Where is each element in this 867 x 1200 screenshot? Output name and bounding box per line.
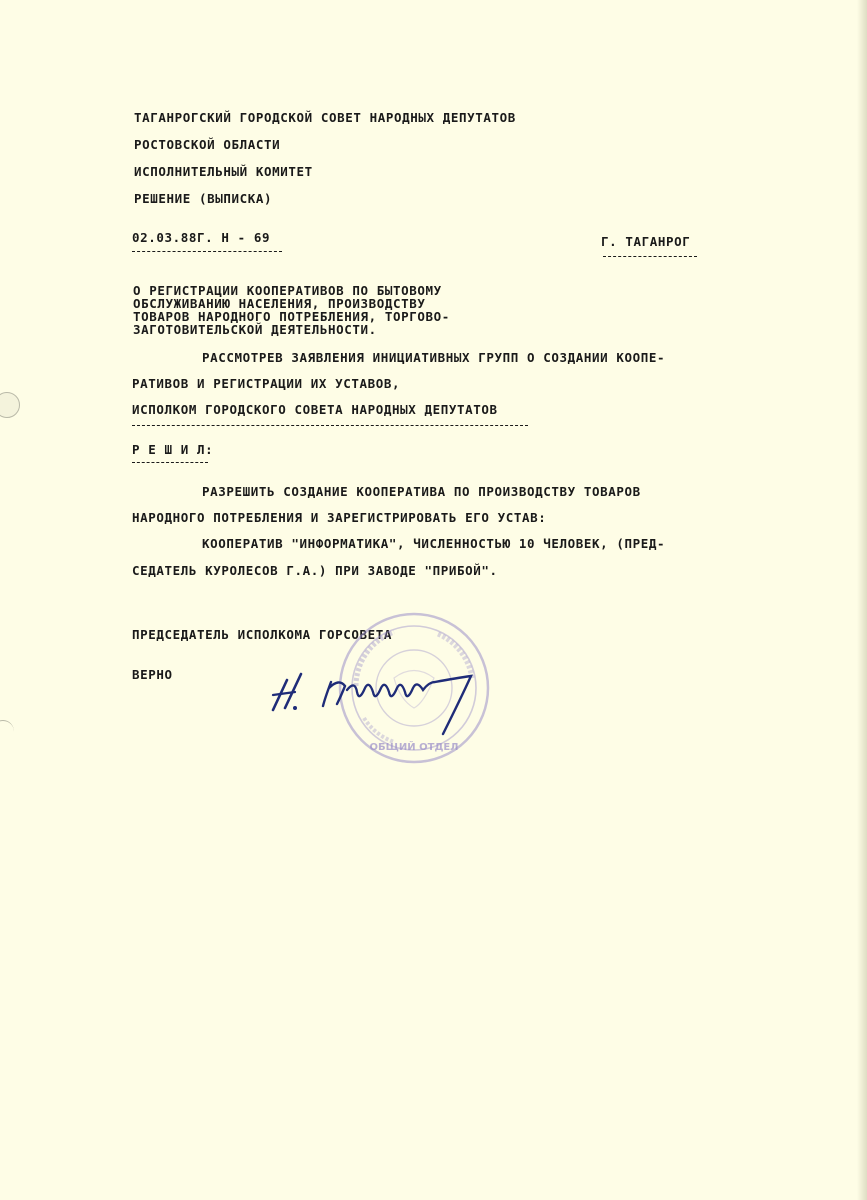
subject-line: ТОВАРОВ НАРОДНОГО ПОТРЕБЛЕНИЯ, ТОРГОВО- [133, 309, 450, 324]
date-number: 02.03.88Г. Н - 69 [132, 230, 271, 245]
preamble-line-2: РАТИВОВ И РЕГИСТРАЦИИ ИХ УСТАВОВ, [132, 376, 401, 391]
date-number-underline [132, 251, 282, 252]
decision-line-2: НАРОДНОГО ПОТРЕБЛЕНИЯ И ЗАРЕГИСТРИРОВАТЬ ЕГО УСТАВ: [132, 510, 547, 525]
paper-edge-shadow [857, 0, 867, 1200]
executive-body-underline [132, 425, 528, 426]
subject-block [133, 284, 450, 336]
chairman-title: ПРЕДСЕДАТЕЛЬ ИСПОЛКОМА ГОРСОВЕТА [132, 627, 393, 642]
decision-line-1: РАЗРЕШИТЬ СОЗДАНИЕ КООПЕРАТИВА ПО ПРОИЗВОДСТВУ ТОВАРОВ [202, 484, 641, 499]
handwritten-signature [265, 662, 485, 737]
verified-label: ВЕРНО [132, 667, 173, 682]
decision-line-4: СЕДАТЕЛЬ КУРОЛЕСОВ Г.А.) ПРИ ЗАВОДЕ "ПРИБОЙ". [132, 563, 498, 578]
decision-line-3: КООПЕРАТИВ "ИНФОРМАТИКА", ЧИСЛЕННОСТЬЮ 10 ЧЕЛОВЕК, (ПРЕД- [202, 536, 666, 551]
committee-name: ИСПОЛНИТЕЛЬНЫЙ КОМИТЕТ [134, 164, 313, 179]
executive-body: ИСПОЛКОМ ГОРОДСКОГО СОВЕТА НАРОДНЫХ ДЕПУТАТОВ [132, 402, 498, 417]
city-underline [603, 256, 697, 257]
subject-line: ОБСЛУЖИВАНИЮ НАСЕЛЕНИЯ, ПРОИЗВОДСТВУ [133, 296, 426, 311]
council-name: ТАГАНРОГСКИЙ ГОРОДСКОЙ СОВЕТ НАРОДНЫХ ДЕПУТАТОВ [134, 110, 516, 125]
decision-heading-underline [132, 462, 208, 463]
subject-line: ЗАГОТОВИТЕЛЬСКОЙ ДЕЯТЕЛЬНОСТИ. [133, 322, 377, 337]
punch-hole-top [0, 392, 20, 418]
city-name: Г. ТАГАНРОГ [601, 234, 691, 249]
stamp-text: ОБЩИЙ ОТДЕЛ [369, 742, 459, 753]
document-type: РЕШЕНИЕ (ВЫПИСКА) [134, 191, 273, 206]
subject-line: О РЕГИСТРАЦИИ КООПЕРАТИВОВ ПО БЫТОВОМУ [133, 283, 442, 298]
preamble-line-1: РАССМОТРЕВ ЗАЯВЛЕНИЯ ИНИЦИАТИВНЫХ ГРУПП О СОЗДАНИИ КООПЕ- [202, 350, 666, 365]
punch-hole-bottom [0, 720, 14, 743]
decision-heading: Р Е Ш И Л: [132, 442, 214, 457]
region-name: РОСТОВСКОЙ ОБЛАСТИ [134, 137, 281, 152]
